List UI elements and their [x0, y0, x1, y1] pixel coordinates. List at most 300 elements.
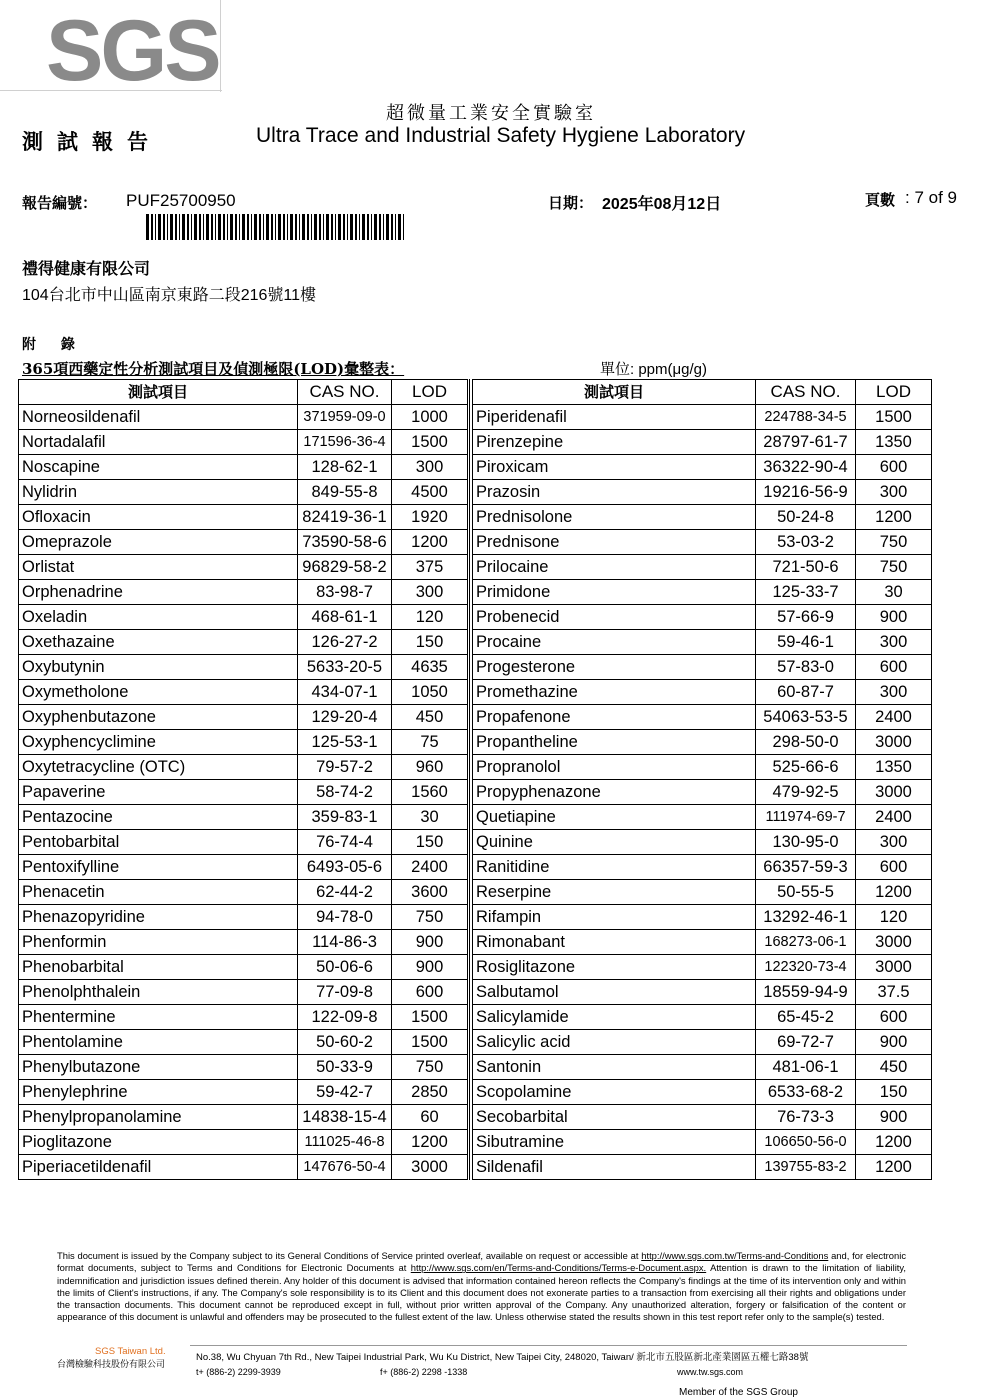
- lod-left: 2850: [392, 1080, 469, 1105]
- drug-name-left: Oxeladin: [19, 605, 298, 630]
- barcode-bar: [146, 214, 149, 240]
- lod-right: 600: [856, 1005, 932, 1030]
- barcode-bar: [290, 214, 293, 240]
- drug-name-left: Pentazocine: [19, 805, 298, 830]
- barcode-bar: [206, 214, 209, 240]
- cas-no-left: 5633-20-5: [298, 655, 392, 680]
- table-row: [19, 530, 932, 555]
- drug-name-right: Piroxicam: [473, 455, 756, 480]
- drug-name-left: Oxyphencyclimine: [19, 730, 298, 755]
- barcode-bar: [338, 214, 341, 240]
- table-row: [19, 680, 932, 705]
- report-no: PUF25700950: [126, 191, 236, 210]
- date-label: 日期：: [548, 194, 594, 212]
- cas-no-right: 106650-56-0: [756, 1130, 856, 1155]
- cas-no-left: 50-60-2: [298, 1030, 392, 1055]
- barcode-bar: [163, 214, 165, 240]
- lod-right: 900: [856, 605, 932, 630]
- drug-name-right: Salicylic acid: [473, 1030, 756, 1055]
- drug-name-left: Pentoxifylline: [19, 855, 298, 880]
- cas-no-left: 129-20-4: [298, 705, 392, 730]
- barcode-bar: [398, 214, 401, 240]
- cas-no-left: 77-09-8: [298, 980, 392, 1005]
- barcode-bar: [187, 214, 189, 240]
- barcode-bar: [247, 214, 249, 240]
- barcode-bar: [283, 214, 285, 240]
- lod-left: 1500: [392, 1030, 469, 1055]
- barcode-bar: [182, 214, 185, 240]
- barcode-bar: [170, 214, 173, 240]
- table-row: [19, 855, 932, 880]
- drug-name-left: Orphenadrine: [19, 580, 298, 605]
- lod-left: 1560: [392, 780, 469, 805]
- drug-name-left: Omeprazole: [19, 530, 298, 555]
- cas-no-right: 721-50-6: [756, 555, 856, 580]
- barcode-bar: [359, 214, 360, 240]
- cas-no-right: 139755-83-2: [756, 1155, 856, 1180]
- drug-name-right: Prilocaine: [473, 555, 756, 580]
- lod-right: 600: [856, 855, 932, 880]
- lod-left: 1050: [392, 680, 469, 705]
- drug-name-right: Promethazine: [473, 680, 756, 705]
- drug-name-left: Nortadalafil: [19, 430, 298, 455]
- table-row: [19, 780, 932, 805]
- lod-right: 37.5: [856, 980, 932, 1005]
- table-row: [19, 830, 932, 855]
- barcode-bar: [302, 214, 305, 240]
- lod-right: 2400: [856, 805, 932, 830]
- table-row: [19, 405, 932, 430]
- barcode-bar: [199, 214, 201, 240]
- lod-left: 60: [392, 1105, 469, 1130]
- drug-name-left: Phentolamine: [19, 1030, 298, 1055]
- cas-no-right: 481-06-1: [756, 1055, 856, 1080]
- barcode-bar: [355, 214, 357, 240]
- report-no-label: 報告編號：: [22, 194, 98, 212]
- drug-name-left: Oxethazaine: [19, 630, 298, 655]
- table-row: [19, 930, 932, 955]
- lod-left: 2400: [392, 855, 469, 880]
- cas-no-left: 111025-46-8: [298, 1130, 392, 1155]
- lod-left: 300: [392, 580, 469, 605]
- lod-right: 300: [856, 630, 932, 655]
- lod-right: 600: [856, 455, 932, 480]
- lod-left: 4500: [392, 480, 469, 505]
- cas-no-left: 434-07-1: [298, 680, 392, 705]
- cas-no-right: 13292-46-1: [756, 905, 856, 930]
- table-row: [19, 755, 932, 780]
- e-document-terms-link[interactable]: http://www.sgs.com/en/Terms-and-Conditions/Terms-e-Document.aspx.: [410, 1262, 707, 1274]
- cas-no-right: 59-46-1: [756, 630, 856, 655]
- barcode-bar: [299, 214, 300, 240]
- drug-name-right: Progesterone: [473, 655, 756, 680]
- lod-left: 375: [392, 555, 469, 580]
- client-address: 104台北市中山區南京東路二段216號11樓: [22, 287, 317, 304]
- barcode-bar: [367, 214, 369, 240]
- drug-name-left: Phenylpropanolamine: [19, 1105, 298, 1130]
- lod-right: 1200: [856, 1130, 932, 1155]
- barcode-bar: [235, 214, 237, 240]
- lod-left: 4635: [392, 655, 469, 680]
- disclaimer-text-1: This document is issued by the Company subject to its General Conditions of Service printed overleaf, available on request or accessible at: [57, 1250, 642, 1261]
- barcode-bar: [223, 214, 225, 240]
- drug-name-left: Oxymetholone: [19, 680, 298, 705]
- cas-no-right: 168273-06-1: [756, 930, 856, 955]
- table-title: 365項西藥定性分析測試項目及偵測極限(LOD)彙整表：: [22, 360, 405, 378]
- table-row: [19, 880, 932, 905]
- drug-name-left: Oxybutynin: [19, 655, 298, 680]
- disclaimer: [57, 1250, 906, 1324]
- drug-name-right: Propafenone: [473, 705, 756, 730]
- table-row: [19, 955, 932, 980]
- page-number: : 7 of 9: [905, 188, 957, 207]
- disclaimer-text-3: Attention is drawn to the limitation of liability, indemnification and jurisdiction issues defined therein. Any holder of this document is advised that information contained hereon reflects the Company's findings at the time of its intervention only and within the limits of Client's instructions, if any. The Company's sole responsibility is to its Client and this document does not exonerate parties to a transaction from exercising all their rights and obligations under the transaction documents. This document cannot be reproduced except in full, without prior written approval of the Company. Any unauthorized alteration, forgery or falsification of the content or appearance of this document is unlawful and offenders may be prosecuted to the fullest extent of the law. Unless otherwise stated the results shown in this test report refer only to the sample(s) tested.: [57, 1262, 906, 1323]
- lod-left: 30: [392, 805, 469, 830]
- drug-name-right: Piperidenafil: [473, 405, 756, 430]
- table-row: [19, 455, 932, 480]
- table-row: [19, 580, 932, 605]
- drug-name-left: Norneosildenafil: [19, 405, 298, 430]
- cas-no-left: 83-98-7: [298, 580, 392, 605]
- cas-no-right: 130-95-0: [756, 830, 856, 855]
- barcode-bar: [218, 214, 221, 240]
- lab-name-en: Ultra Trace and Industrial Safety Hygiene Laboratory: [256, 124, 746, 147]
- cas-no-left: 371959-09-0: [298, 405, 392, 430]
- cas-no-left: 94-78-0: [298, 905, 392, 930]
- table-row: [19, 1055, 932, 1080]
- barcode-bar: [343, 214, 345, 240]
- header-lod-right: LOD: [856, 380, 932, 405]
- cas-no-right: 525-66-6: [756, 755, 856, 780]
- lab-name-zh: 超微量工業安全實驗室: [386, 103, 596, 124]
- drug-name-left: Phenylbutazone: [19, 1055, 298, 1080]
- table-row: [19, 1080, 932, 1105]
- cas-no-right: 36322-90-4: [756, 455, 856, 480]
- drug-name-left: Phenformin: [19, 930, 298, 955]
- appendix-label: 附 錄: [22, 337, 85, 353]
- lod-right: 1350: [856, 430, 932, 455]
- cas-no-right: 60-87-7: [756, 680, 856, 705]
- cas-no-right: 18559-94-9: [756, 980, 856, 1005]
- drug-name-right: Santonin: [473, 1055, 756, 1080]
- drug-name-left: Oxytetracycline (OTC): [19, 755, 298, 780]
- lod-left: 1200: [392, 530, 469, 555]
- drug-name-left: Ofloxacin: [19, 505, 298, 530]
- drug-name-left: Phenolphthalein: [19, 980, 298, 1005]
- lod-left: 3000: [392, 1155, 469, 1180]
- table-row: [19, 805, 932, 830]
- lod-left: 900: [392, 955, 469, 980]
- lod-right: 3000: [856, 955, 932, 980]
- unit-label: 單位: ppm(μg/g): [600, 361, 707, 378]
- report-date: 2025年08月12日: [602, 196, 722, 213]
- barcode-bar: [319, 214, 321, 240]
- header-item-right: 測試項目: [473, 380, 756, 405]
- drug-name-right: Pirenzepine: [473, 430, 756, 455]
- barcode-bar: [230, 214, 233, 240]
- barcode-bar: [326, 214, 329, 240]
- drug-name-right: Prednisone: [473, 530, 756, 555]
- barcode-bar: [263, 214, 264, 240]
- table-row: [19, 1155, 932, 1180]
- barcode-bar: [227, 214, 228, 240]
- barcode-bar: [295, 214, 297, 240]
- table-row: [19, 480, 932, 505]
- cas-no-left: 79-57-2: [298, 755, 392, 780]
- footer-member: Member of the SGS Group: [679, 1387, 798, 1398]
- barcode-bar: [379, 214, 381, 240]
- barcode-bar: [383, 214, 384, 240]
- barcode-bar: [259, 214, 261, 240]
- cas-no-left: 73590-58-6: [298, 530, 392, 555]
- logo-divider-vertical: [220, 0, 221, 92]
- barcode-bar: [175, 214, 177, 240]
- drug-name-left: Phenacetin: [19, 880, 298, 905]
- drug-name-left: Papaverine: [19, 780, 298, 805]
- lod-left: 300: [392, 455, 469, 480]
- lod-right: 30: [856, 580, 932, 605]
- lod-right: 1200: [856, 880, 932, 905]
- drug-name-left: Piperiacetildenafil: [19, 1155, 298, 1180]
- table-row: [19, 1105, 932, 1130]
- barcode-bar: [239, 214, 240, 240]
- table-row: [19, 1130, 932, 1155]
- lod-right: 3000: [856, 930, 932, 955]
- drug-name-right: Scopolamine: [473, 1080, 756, 1105]
- lod-right: 450: [856, 1055, 932, 1080]
- cas-no-right: 57-83-0: [756, 655, 856, 680]
- cas-no-left: 50-06-6: [298, 955, 392, 980]
- lod-left: 900: [392, 930, 469, 955]
- drug-name-right: Prednisolone: [473, 505, 756, 530]
- cas-no-right: 50-55-5: [756, 880, 856, 905]
- header-lod-left: LOD: [392, 380, 469, 405]
- lod-left: 1000: [392, 405, 469, 430]
- footer-company-zh: 台灣檢驗科技股份有限公司: [57, 1360, 166, 1370]
- cas-no-right: 65-45-2: [756, 1005, 856, 1030]
- barcode-bar: [371, 214, 372, 240]
- lod-right: 2400: [856, 705, 932, 730]
- drug-name-right: Primidone: [473, 580, 756, 605]
- cas-no-right: 54063-53-5: [756, 705, 856, 730]
- table-row: [19, 1030, 932, 1055]
- barcode-bar: [314, 214, 317, 240]
- barcode-bar: [362, 214, 365, 240]
- drug-name-left: Pentobarbital: [19, 830, 298, 855]
- footer-fax: f+ (886-2) 2298 -1338: [380, 1367, 468, 1377]
- lod-left: 750: [392, 905, 469, 930]
- lod-left: 1500: [392, 1005, 469, 1030]
- cas-no-left: 128-62-1: [298, 455, 392, 480]
- cas-no-left: 171596-36-4: [298, 430, 392, 455]
- barcode-bar: [271, 214, 273, 240]
- cas-no-left: 359-83-1: [298, 805, 392, 830]
- cas-no-left: 147676-50-4: [298, 1155, 392, 1180]
- drug-name-right: Quetiapine: [473, 805, 756, 830]
- lod-right: 1200: [856, 1155, 932, 1180]
- barcode-bar: [347, 214, 348, 240]
- cas-no-right: 122320-73-4: [756, 955, 856, 980]
- barcode-bar: [275, 214, 276, 240]
- disclaimer-text-2: and, for electronic format documents, subject to Terms and Conditions for Electronic Documents at: [57, 1250, 907, 1274]
- lod-left: 3600: [392, 880, 469, 905]
- lod-right: 3000: [856, 780, 932, 805]
- cas-no-left: 6493-05-6: [298, 855, 392, 880]
- lod-table: [18, 379, 932, 1180]
- cas-no-right: 224788-34-5: [756, 405, 856, 430]
- cas-no-right: 57-66-9: [756, 605, 856, 630]
- drug-name-right: Rosiglitazone: [473, 955, 756, 980]
- barcode-bar: [374, 214, 377, 240]
- header-cas-left: CAS NO.: [298, 380, 392, 405]
- barcode-bar: [391, 214, 393, 240]
- header-cas-right: CAS NO.: [756, 380, 856, 405]
- cas-no-right: 76-73-3: [756, 1105, 856, 1130]
- table-row: [19, 555, 932, 580]
- lod-left: 600: [392, 980, 469, 1005]
- drug-name-right: Ranitidine: [473, 855, 756, 880]
- header-item-left: 測試項目: [19, 380, 298, 405]
- drug-name-left: Phenazopyridine: [19, 905, 298, 930]
- barcode-bar: [403, 214, 404, 240]
- lod-right: 300: [856, 680, 932, 705]
- cas-no-right: 111974-69-7: [756, 805, 856, 830]
- table-row: [19, 430, 932, 455]
- lod-left: 150: [392, 630, 469, 655]
- table-row: [19, 655, 932, 680]
- cas-no-left: 82419-36-1: [298, 505, 392, 530]
- cas-no-left: 59-42-7: [298, 1080, 392, 1105]
- barcode-bar: [395, 214, 396, 240]
- barcode-bar: [242, 214, 245, 240]
- drug-name-right: Rifampin: [473, 905, 756, 930]
- drug-name-right: Propantheline: [473, 730, 756, 755]
- cas-no-right: 66357-59-3: [756, 855, 856, 880]
- cas-no-right: 125-33-7: [756, 580, 856, 605]
- barcode-bar: [266, 214, 269, 240]
- drug-name-left: Phenobarbital: [19, 955, 298, 980]
- drug-name-right: Propranolol: [473, 755, 756, 780]
- footer-company-en: SGS Taiwan Ltd.: [95, 1346, 166, 1357]
- cas-no-right: 298-50-0: [756, 730, 856, 755]
- drug-name-right: Quinine: [473, 830, 756, 855]
- lod-left: 750: [392, 1055, 469, 1080]
- cas-no-right: 6533-68-2: [756, 1080, 856, 1105]
- cas-no-left: 76-74-4: [298, 830, 392, 855]
- cas-no-right: 28797-61-7: [756, 430, 856, 455]
- lod-right: 300: [856, 830, 932, 855]
- drug-name-right: Salicylamide: [473, 1005, 756, 1030]
- cas-no-right: 69-72-7: [756, 1030, 856, 1055]
- drug-name-left: Phenylephrine: [19, 1080, 298, 1105]
- client-name: 禮得健康有限公司: [22, 261, 151, 278]
- barcode-bar: [251, 214, 252, 240]
- cas-no-left: 114-86-3: [298, 930, 392, 955]
- barcode-bar: [167, 214, 168, 240]
- drug-name-left: Nylidrin: [19, 480, 298, 505]
- barcode-bar: [194, 214, 197, 240]
- barcode-bar: [211, 214, 213, 240]
- report-title-zh: 測試報告: [22, 129, 162, 154]
- cas-no-left: 122-09-8: [298, 1005, 392, 1030]
- barcode-bar: [311, 214, 312, 240]
- drug-name-right: Salbutamol: [473, 980, 756, 1005]
- lod-right: 900: [856, 1105, 932, 1130]
- lod-left: 960: [392, 755, 469, 780]
- table-row: [19, 505, 932, 530]
- drug-name-left: Oxyphenbutazone: [19, 705, 298, 730]
- lod-left: 1920: [392, 505, 469, 530]
- barcode-bar: [307, 214, 309, 240]
- drug-name-right: Rimonabant: [473, 930, 756, 955]
- drug-name-right: Sibutramine: [473, 1130, 756, 1155]
- cas-no-right: 53-03-2: [756, 530, 856, 555]
- cas-no-left: 50-33-9: [298, 1055, 392, 1080]
- drug-name-left: Phentermine: [19, 1005, 298, 1030]
- cas-no-left: 126-27-2: [298, 630, 392, 655]
- drug-name-left: Orlistat: [19, 555, 298, 580]
- table-row: [19, 1005, 932, 1030]
- lod-right: 900: [856, 1030, 932, 1055]
- barcode-bar: [287, 214, 288, 240]
- lod-right: 1350: [856, 755, 932, 780]
- page-label: 頁數: [865, 191, 896, 209]
- barcode-bar: [155, 214, 156, 240]
- drug-name-left: Pioglitazone: [19, 1130, 298, 1155]
- cas-no-left: 14838-15-4: [298, 1105, 392, 1130]
- lod-left: 120: [392, 605, 469, 630]
- barcode-bar: [254, 214, 257, 240]
- drug-name-right: Propyphenazone: [473, 780, 756, 805]
- lod-left: 1500: [392, 430, 469, 455]
- cas-no-right: 50-24-8: [756, 505, 856, 530]
- lod-right: 750: [856, 530, 932, 555]
- table-row: [19, 905, 932, 930]
- sgs-logo: SGS: [46, 3, 219, 99]
- lod-right: 600: [856, 655, 932, 680]
- barcode-bar: [350, 214, 353, 240]
- barcode-bar: [335, 214, 336, 240]
- lod-right: 300: [856, 480, 932, 505]
- table-row: [19, 605, 932, 630]
- drug-name-right: Probenecid: [473, 605, 756, 630]
- table-row: [19, 705, 932, 730]
- barcode-bar: [278, 214, 281, 240]
- table-row: [19, 980, 932, 1005]
- cas-no-left: 468-61-1: [298, 605, 392, 630]
- barcode-bar: [191, 214, 192, 240]
- footer-website[interactable]: www.tw.sgs.com: [677, 1367, 744, 1377]
- drug-name-right: Procaine: [473, 630, 756, 655]
- drug-name-right: Sildenafil: [473, 1155, 756, 1180]
- terms-link[interactable]: http://www.sgs.com.tw/Terms-and-Conditions: [641, 1250, 829, 1261]
- drug-name-right: Secobarbital: [473, 1105, 756, 1130]
- lod-left: 150: [392, 830, 469, 855]
- table-header-row: [19, 380, 932, 405]
- cas-no-right: 19216-56-9: [756, 480, 856, 505]
- lod-right: 750: [856, 555, 932, 580]
- footer-telephone: t+ (886-2) 2299-3939: [196, 1367, 281, 1377]
- lod-right: 120: [856, 905, 932, 930]
- barcode-bar: [203, 214, 204, 240]
- cas-no-left: 125-53-1: [298, 730, 392, 755]
- lod-left: 75: [392, 730, 469, 755]
- lod-left: 450: [392, 705, 469, 730]
- drug-name-right: Prazosin: [473, 480, 756, 505]
- cas-no-left: 849-55-8: [298, 480, 392, 505]
- table-row: [19, 730, 932, 755]
- barcode-bar: [158, 214, 161, 240]
